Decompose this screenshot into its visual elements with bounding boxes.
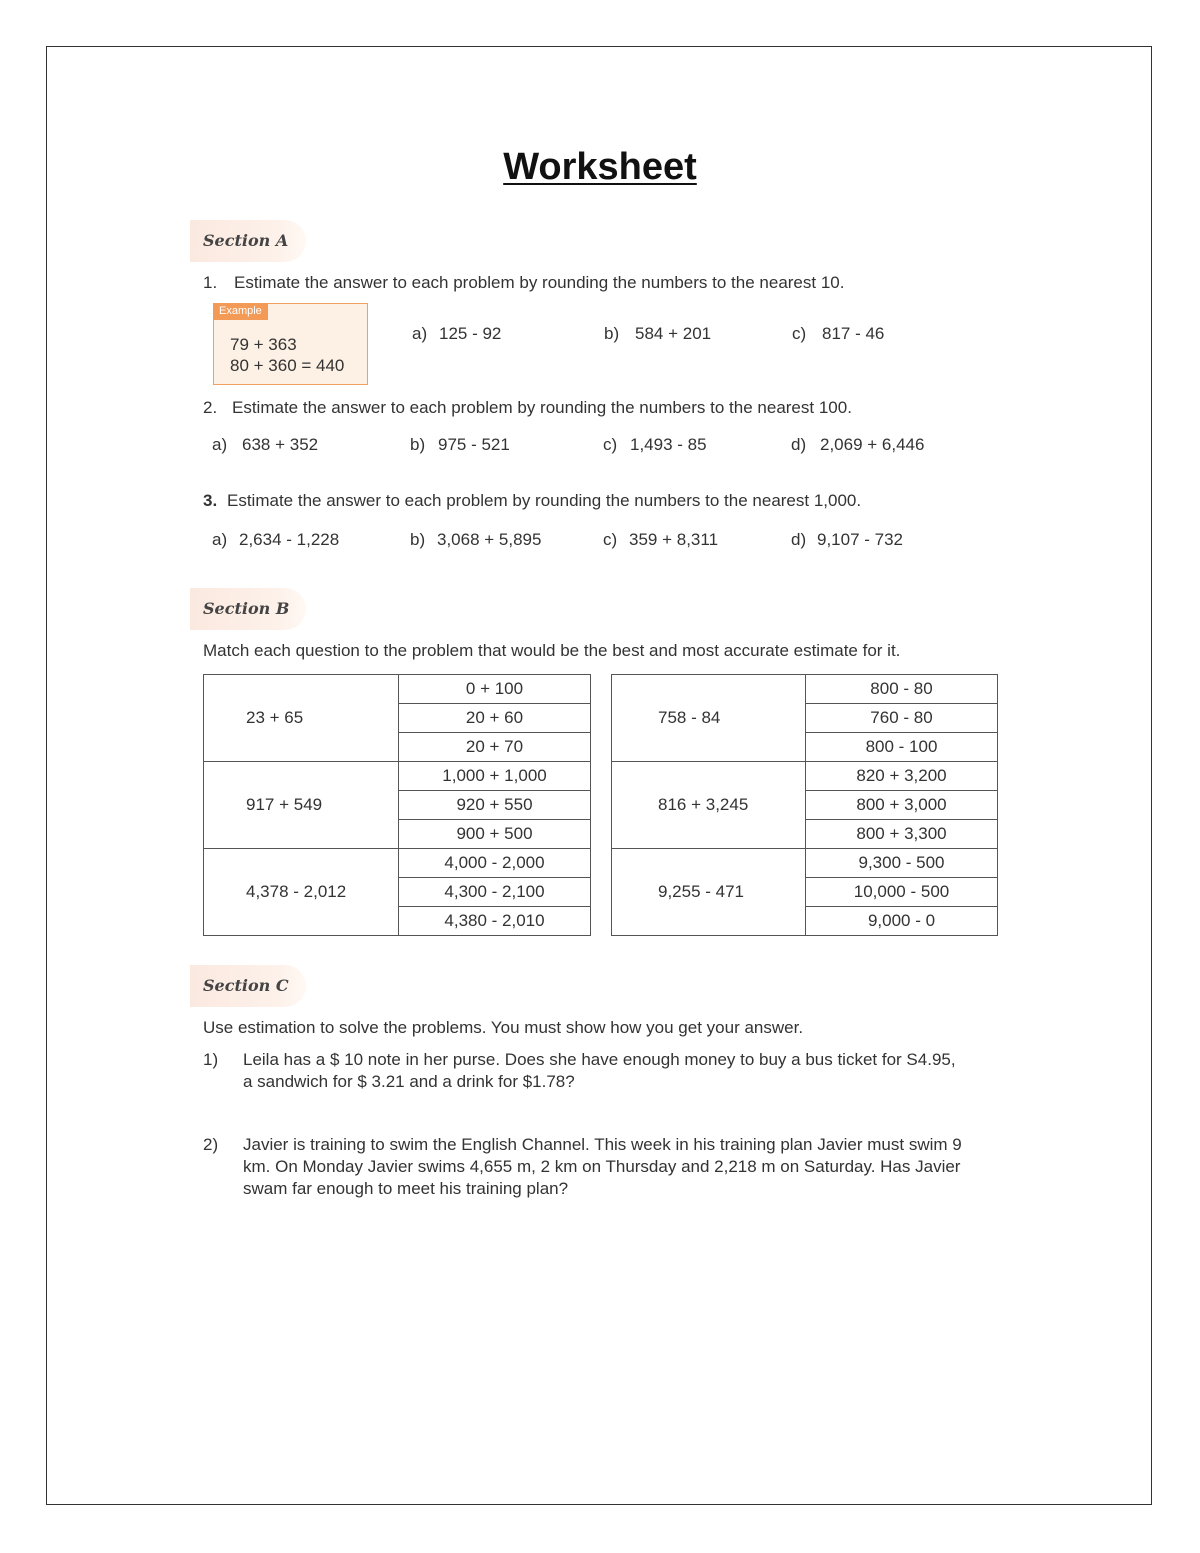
q2-item-b-letter: b)	[410, 435, 426, 454]
problem-2-text: Javier is training to swim the English Channel. This week in his training plan Javier must swim 9 km. On Monday Javier swims 4,655 m, 2 km on Thursday and 2,218 m on Saturday. Has Javier swam far enough to meet his training plan?	[243, 1135, 962, 1198]
match-option: 920 + 550	[399, 791, 591, 820]
match-option: 760 - 80	[806, 704, 998, 733]
match-option: 900 + 500	[399, 820, 591, 849]
q3-instruction: Estimate the answer to each problem by rounding the numbers to the nearest 1,000.	[227, 491, 862, 510]
q1-item-b-letter: b)	[604, 324, 620, 343]
example-box	[213, 303, 368, 385]
q2-item-d: 2,069 + 6,446	[820, 435, 925, 454]
match-option: 4,300 - 2,100	[399, 878, 591, 907]
section-c-instruction: Use estimation to solve the problems. You must show how you get your answer.	[203, 1018, 804, 1037]
q2-instruction: Estimate the answer to each problem by rounding the numbers to the nearest 100.	[232, 398, 852, 417]
q2-item-d-letter: d)	[791, 435, 807, 454]
q3-item-b-letter: b)	[410, 530, 426, 549]
example-line-2: 80 + 360 = 440	[230, 356, 345, 375]
match-table-right	[611, 674, 998, 936]
q3-item-c: 359 + 8,311	[629, 530, 719, 549]
section-c-label: Section C	[190, 965, 306, 1007]
problem-1-number: 1)	[203, 1050, 219, 1069]
q3-number: 3.	[203, 491, 218, 510]
match-option: 20 + 60	[399, 704, 591, 733]
match-table-left	[203, 674, 591, 936]
match-question: 758 - 84	[612, 675, 806, 762]
q2-item-c: 1,493 - 85	[630, 435, 707, 454]
match-option: 4,380 - 2,010	[399, 907, 591, 936]
q1-item-a-letter: a)	[412, 324, 428, 343]
example-line-1: 79 + 363	[230, 335, 297, 354]
q1-item-b: 584 + 201	[635, 324, 712, 343]
match-option: 800 + 3,300	[806, 820, 998, 849]
match-option: 800 - 80	[806, 675, 998, 704]
match-question: 23 + 65	[204, 675, 399, 762]
q1-item-a: 125 - 92	[439, 324, 502, 343]
match-option: 9,000 - 0	[806, 907, 998, 936]
q1-instruction: Estimate the answer to each problem by rounding the numbers to the nearest 10.	[234, 273, 845, 292]
match-question: 816 + 3,245	[612, 762, 806, 849]
match-option: 800 + 3,000	[806, 791, 998, 820]
q2-item-b: 975 - 521	[438, 435, 510, 454]
q3-item-d-letter: d)	[791, 530, 807, 549]
match-option: 820 + 3,200	[806, 762, 998, 791]
match-question: 9,255 - 471	[612, 849, 806, 936]
section-b-instruction: Match each question to the problem that would be the best and most accurate estimate for it.	[203, 641, 901, 660]
match-question: 917 + 549	[204, 762, 399, 849]
q3-item-b: 3,068 + 5,895	[437, 530, 542, 549]
q1-item-c-letter: c)	[792, 324, 807, 343]
q2-item-a-letter: a)	[212, 435, 228, 454]
problem-2-number: 2)	[203, 1135, 219, 1154]
example-tag: Example	[213, 303, 268, 320]
match-option: 4,000 - 2,000	[399, 849, 591, 878]
q2-number: 2.	[203, 398, 218, 417]
section-b-label: Section B	[190, 588, 306, 630]
q2-item-a: 638 + 352	[242, 435, 319, 454]
match-option: 0 + 100	[399, 675, 591, 704]
problem-1-text: Leila has a $ 10 note in her purse. Does she have enough money to buy a bus ticket for S4.95, a sandwich for $ 3.21 and a drink for $1.78?	[243, 1050, 956, 1091]
section-a-label: Section A	[190, 220, 306, 262]
q1-item-c: 817 - 46	[822, 324, 885, 343]
match-question: 4,378 - 2,012	[204, 849, 399, 936]
q3-item-a: 2,634 - 1,228	[239, 530, 340, 549]
page-title: Worksheet	[503, 146, 697, 188]
match-option: 10,000 - 500	[806, 878, 998, 907]
q3-item-c-letter: c)	[603, 530, 618, 549]
match-option: 800 - 100	[806, 733, 998, 762]
q3-item-d: 9,107 - 732	[817, 530, 904, 549]
q3-item-a-letter: a)	[212, 530, 228, 549]
match-option: 20 + 70	[399, 733, 591, 762]
match-option: 1,000 + 1,000	[399, 762, 591, 791]
match-option: 9,300 - 500	[806, 849, 998, 878]
q2-item-c-letter: c)	[603, 435, 618, 454]
q1-number: 1.	[203, 273, 218, 292]
